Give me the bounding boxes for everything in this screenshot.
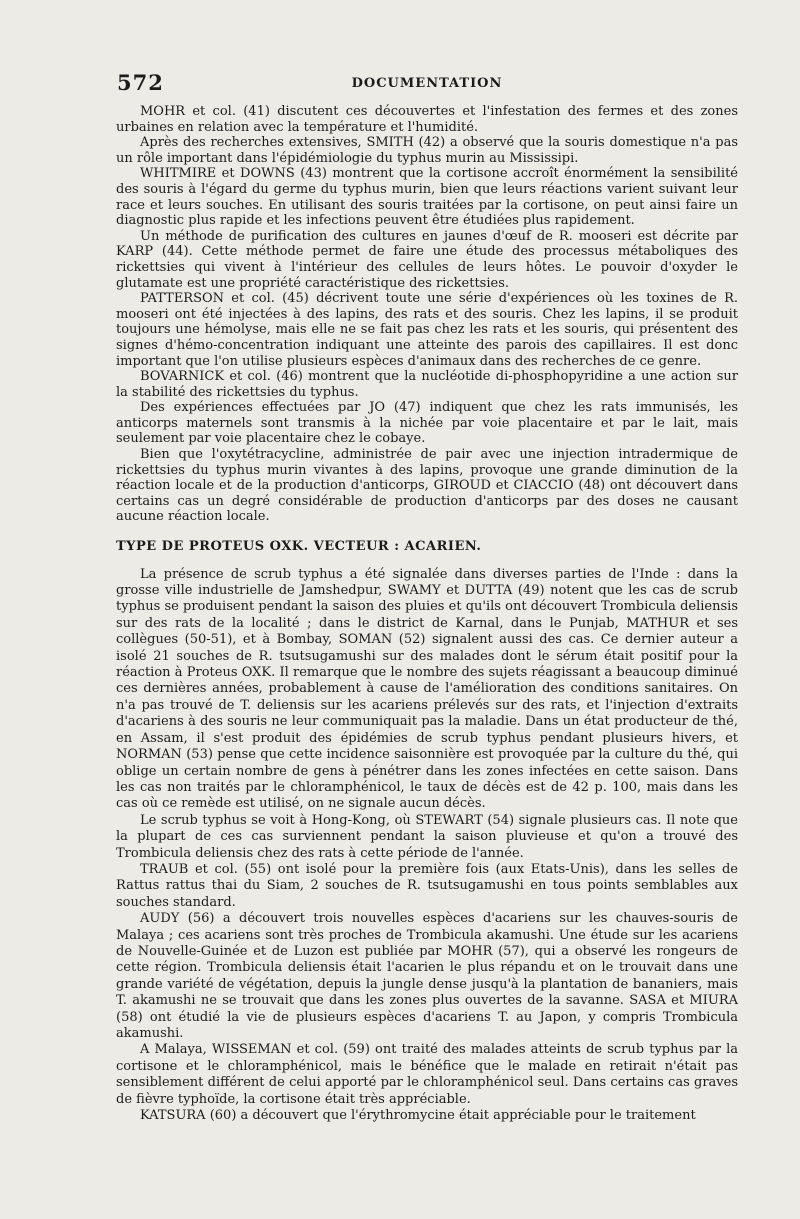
paragraph: BOVARNICK et col. (46) montrent que la nucléotide di-phosphopyridine a une action sur la stabilité des rickettsies du typhus. [116,369,738,400]
paragraph: Des expériences effectuées par JO (47) indiquent que chez les rats immunisés, les anticorps maternels sont transmis à la nichée par voie placentaire et par le lait, mais seulement par voie placentaire chez le cobaye. [116,400,738,447]
page-number: 572 [117,70,164,95]
paragraph: Le scrub typhus se voit à Hong-Kong, où STEWART (54) signale plusieurs cas. Il note que la plupart de ces cas surviennent pendant la saison pluvieuse et qu'on a trouvé des Trombicula deliensis chez des rats à cette période de l'année. [116,812,738,861]
paragraph: MOHR et col. (41) discutent ces découvertes et l'infestation des fermes et des zones urbaines en relation avec la température et l'humidité. [116,104,738,135]
paragraph: Un méthode de purification des cultures en jaunes d'œuf de R. mooseri est décrite par KARP (44). Cette méthode permet de faire une étude des processus métaboliques des rickettsies qui vivent à l'intérieur des cellules de leurs hôtes. Le pouvoir d'oxyder le glutamate est une propriété caractéristique des rickettsies. [116,228,738,291]
section-intro [116,104,738,525]
paragraph: WHITMIRE et DOWNS (43) montrent que la cortisone accroît énormément la sensibilité des souris à l'égard du germe du typhus murin, bien que leurs réactions varient suivant leur race et leurs souches. En utilisant des souris traitées par la cortisone, on peut ainsi faire un diagnostic plus rapide et les infections peuvent être étudiées plus rapidement. [116,166,738,229]
running-title: DOCUMENTATION [351,76,503,91]
paragraph: Bien que l'oxytétracycline, administrée de pair avec une injection intradermique de rickettsies du typhus murin vivantes à des lapins, provoque une grande diminution de la réaction locale et de la production d'anticorps, GIROUD et CIACCIO (48) ont découvert dans certains cas un degré considérable de production d'anticorps par des doses ne causant aucune réaction locale. [116,447,738,525]
paragraph: La présence de scrub typhus a été signalée dans diverses parties de l'Inde : dans la grosse ville industrielle de Jamshedpur, SWAMY et DUTTA (49) notent que les cas de scrub typhus se produisent pendant la saison des pluies et qu'ils ont découvert Trombicula deliensis sur des rats de la localité ; dans le district de Karnal, dans le Punjab, MATHUR et ses collègues (50-51), et à Bombay, SOMAN (52) signalent aussi des cas. Ce dernier auteur a isolé 21 souches de R. tsutsugamushi sur des malades dont le sérum était positif pour la réaction à Proteus OXK. Il remarque que le nombre des sujets réagissant a beaucoup diminué ces dernières années, probablement à cause de l'amélioration des conditions sanitaires. On n'a pas trouvé de T. deliensis sur les acariens prélevés sur des rats, et l'injection d'extraits d'acariens à des souris ne leur communiquait pas la maladie. Dans un état producteur de thé, en Assam, il s'est produit des épidémies de scrub typhus pendant plusieurs hivers, et NORMAN (53) pense que cette incidence saisonnière est provoquée par la culture du thé, qui oblige un certain nombre de gens à pénétrer dans les zones infectées en cette saison. Dans les cas non traités par le chloramphénicol, le taux de décès est de 42 p. 100, mais dans les cas où ce remède est utilisé, on ne signale aucun décès. [116,566,738,812]
paragraph: PATTERSON et col. (45) décrivent toute une série d'expériences où les toxines de R. mooseri ont été injectées à des lapins, des rats et des souris. Chez les lapins, il se produit toujours une hémolyse, mais elle ne se fait pas chez les rats et les souris, qui présentent des signes d'hémo-concentration indiquant une atteinte des parois des capillaires. Il est donc important que l'on utilise plusieurs espèces d'animaux dans des recherches de ce genre. [116,291,738,369]
paragraph: Après des recherches extensives, SMITH (42) a observé que la souris domestique n'a pas un rôle important dans l'épidémiologie du typhus murin au Mississipi. [116,135,738,166]
section-scrub-typhus [116,567,738,1125]
paragraph: AUDY (56) a découvert trois nouvelles espèces d'acariens sur les chauves-souris de Malaya ; ces acariens sont très proches de Trombicula akamushi. Une étude sur les acariens de Nouvelle-Guinée et de Luzon est publiée par MOHR (57), qui a observé les rongeurs de cette région. Trombicula deliensis était l'acarien le plus répandu et on le trouvait dans une grande variété de végétation, depuis la jungle dense jusqu'à la plantation de bananiers, mais T. akamushi ne se trouvait que dans les zones plus ouvertes de la savanne. SASA et MIURA (58) ont étudié la vie de plusieurs espèces d'acariens T. au Japon, y compris Trombicula akamushi. [116,911,738,1041]
page-header [117,70,737,100]
paragraph: TRAUB et col. (55) ont isolé pour la première fois (aux Etats-Unis), dans les selles de Rattus rattus thai du Siam, 2 souches de R. tsutsugamushi en tous points semblables aux souches standard. [116,861,738,910]
paragraph: A Malaya, WISSEMAN et col. (59) ont traité des malades atteints de scrub typhus par la cortisone et le chloramphénicol, mais le bénéfice que le malade en retirait n'était pas sensiblement différent de celui apporté par le chloramphénicol seul. Dans certains cas graves de fièvre typhoïde, la cortisone était très appréciable. [116,1042,738,1107]
page-body [116,104,738,1124]
section-heading: TYPE DE PROTEUS OXK. VECTEUR : ACARIEN. [116,539,482,555]
paragraph: KATSURA (60) a découvert que l'érythromycine était appréciable pour le traitement [140,1108,696,1124]
